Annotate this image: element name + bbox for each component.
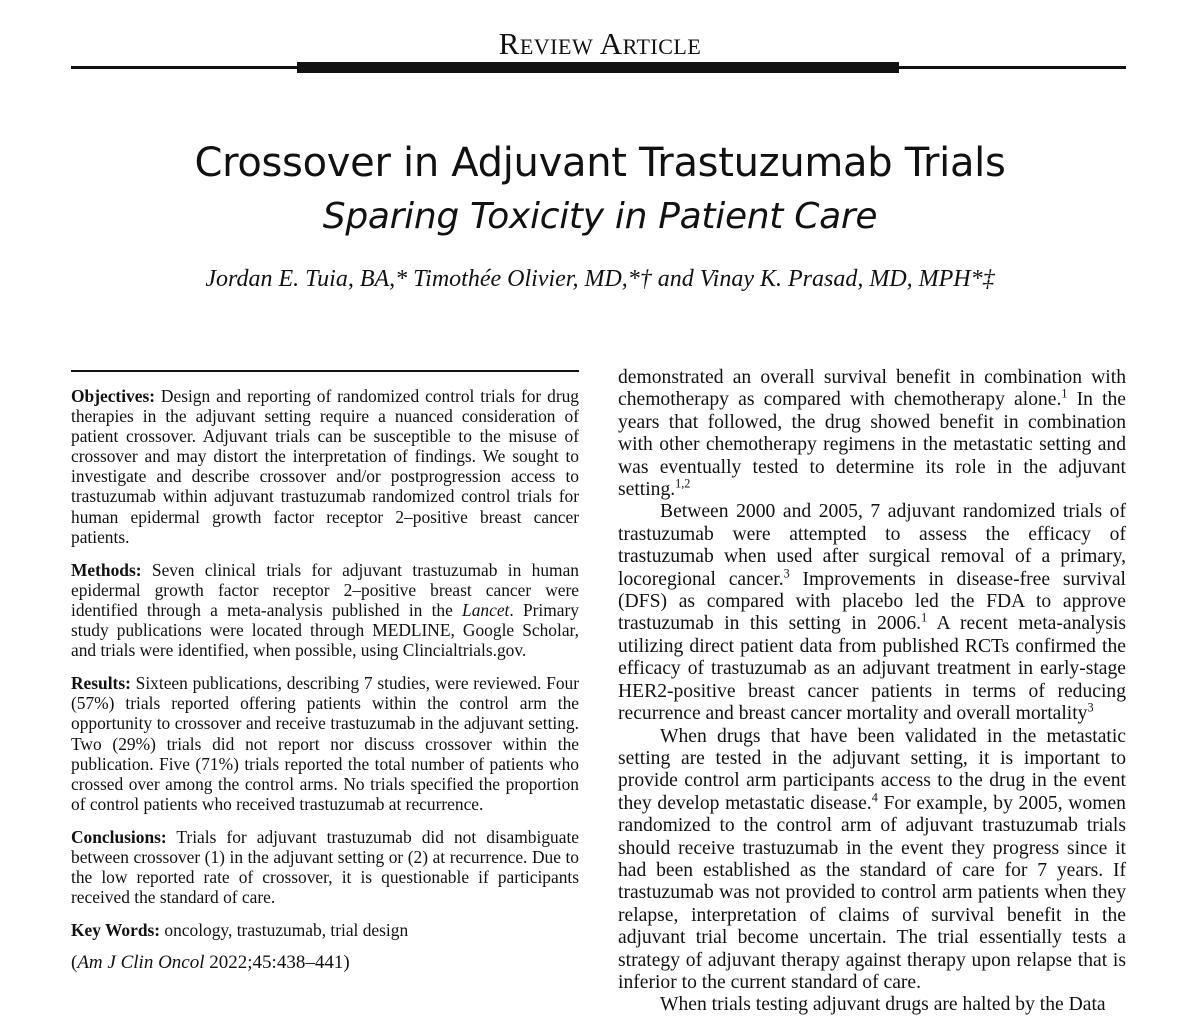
results-text: Sixteen publications, describing 7 studies, were reviewed. Four (57%) trials reported offering patients within the control arm the opportunity to crossover and receive trastuzumab in the adjuvant setting. Two (29%) trials did not report nor discuss crossover within the publication. Five (71%) trials reported the total number of patients who crossed over among the control arms. No trials specified the proportion of control patients who received trastuzumab at recurrence. bbox=[71, 673, 579, 814]
body-paragraph-3 bbox=[618, 726, 1126, 995]
citation-journal: Am J Clin Oncol bbox=[77, 952, 205, 974]
methods-text-a: Seven clinical trials for adjuvant trastuzumab in human epidermal growth factor receptor 2–positive breast cancer were identified through a meta-analysis published in the bbox=[71, 559, 579, 620]
citation-details: 2022;45:438–441) bbox=[204, 952, 350, 974]
conclusions-heading: Conclusions: bbox=[71, 826, 167, 847]
p3-text-a: When drugs that have been validated in the metastatic setting are tested in the adjuvant setting, it is important to provide control arm participants access to the drug in the event they develop metastatic disease. bbox=[618, 725, 1126, 814]
section-label: Review Article bbox=[498, 26, 702, 61]
p1-text-b: In the years that followed, the drug showed benefit in combination with other chemotherapy regimens in the metastatic setting and was eventually tested to determine its role in the adjuvant setting. bbox=[618, 389, 1127, 501]
p1-ref-2: 1,2 bbox=[675, 476, 691, 491]
p2-text-a: Between 2000 and 2005, 7 adjuvant randomized trials of trastuzumab were attempted to assess the efficacy of trastuzumab when used after surgical removal of a primary, locoregional cancer. bbox=[618, 501, 1126, 590]
abstract-objectives bbox=[71, 386, 579, 547]
p2-ref-2: 1 bbox=[921, 610, 928, 625]
p3-text-b: For example, by 2005, women randomized to the control arm of adjuvant trastuzumab trials should receive trastuzumab in the event they progress since it had been established as the standard of care for 7 years. If trastuzumab was not provided to control arm patients when they relapse, interpretation of claims of survival benefit in the adjuvant trial become uncertain. The trial essentially tests a strategy of adjuvant therapy against therapy upon relapse that is inferior to the current standard of care. bbox=[618, 792, 1126, 993]
body-column bbox=[618, 367, 1126, 1017]
citation-open: ( bbox=[71, 952, 78, 974]
citation bbox=[71, 953, 579, 973]
p1-ref-1: 1 bbox=[1061, 386, 1068, 401]
keywords-heading: Key Words: bbox=[71, 920, 161, 941]
p3-ref-1: 4 bbox=[871, 790, 878, 805]
keywords-text: oncology, trastuzumab, trial design bbox=[160, 920, 409, 941]
conclusions-text: Trials for adjuvant trastuzumab did not disambiguate between crossover (1) in the adjuvant setting or (2) at recurrence. Due to the low reported rate of crossover, it is questionable if participants received the standard of care. bbox=[71, 826, 579, 908]
abstract-rule bbox=[71, 370, 579, 372]
p1-text-a: demonstrated an overall survival benefit in combination with chemotherapy as compared with chemotherapy alone. bbox=[618, 367, 1126, 411]
objectives-text: Design and reporting of randomized control trials for drug therapies in the adjuvant setting require a nuanced consideration of patient crossover. Adjuvant trials can be susceptible to the misuse of crossover and may distort the interpretation of findings. We sought to investigate and describe crossover and/or postprogression access to trastuzumab within adjuvant trastuzumab randomized control trials for human epidermal growth factor receptor 2–positive breast cancer patients. bbox=[71, 386, 579, 547]
methods-journal: Lancet bbox=[462, 599, 510, 620]
body-paragraph-4 bbox=[618, 994, 1126, 1016]
methods-heading: Methods: bbox=[71, 559, 142, 580]
article-title: Crossover in Adjuvant Trastuzumab Trials bbox=[194, 140, 1006, 186]
p2-text-c: A recent meta-analysis utilizing direct patient data from published RCTs confirmed the efficacy of trastuzumab as an adjuvant treatment in early-stage HER2-positive breast cancer patients in terms of reducing recurrence and breast cancer mortality and overall mortality bbox=[618, 613, 1127, 725]
abstract-methods bbox=[71, 560, 579, 660]
p2-text-b: Improvements in disease-free survival (DFS) as compared with placebo led the FDA to approve trastuzumab in this setting in 2006. bbox=[618, 568, 1126, 635]
abstract bbox=[71, 386, 579, 973]
objectives-heading: Objectives: bbox=[71, 386, 156, 406]
results-heading: Results: bbox=[71, 673, 131, 694]
body-paragraph-1 bbox=[618, 367, 1126, 501]
methods-text-b: . Primary study publications were located through MEDLINE, Google Scholar, and trials were identified, when possible, using Clincialtrials.gov. bbox=[71, 599, 579, 661]
abstract-conclusions bbox=[71, 827, 579, 907]
p2-ref-1: 3 bbox=[783, 566, 790, 581]
header-rule-thick bbox=[297, 62, 899, 73]
author-list: Jordan E. Tuia, BA,* Timothée Olivier, MD,*† and Vinay K. Prasad, MD, MPH*‡ bbox=[205, 266, 995, 292]
article-subtitle: Sparing Toxicity in Patient Care bbox=[322, 196, 878, 237]
p2-ref-3: 3 bbox=[1087, 700, 1094, 715]
body-paragraph-2 bbox=[618, 501, 1126, 725]
p4-text-a: When trials testing adjuvant drugs are halted by the Data bbox=[660, 994, 1106, 1016]
abstract-keywords bbox=[71, 920, 579, 940]
abstract-results bbox=[71, 673, 579, 814]
